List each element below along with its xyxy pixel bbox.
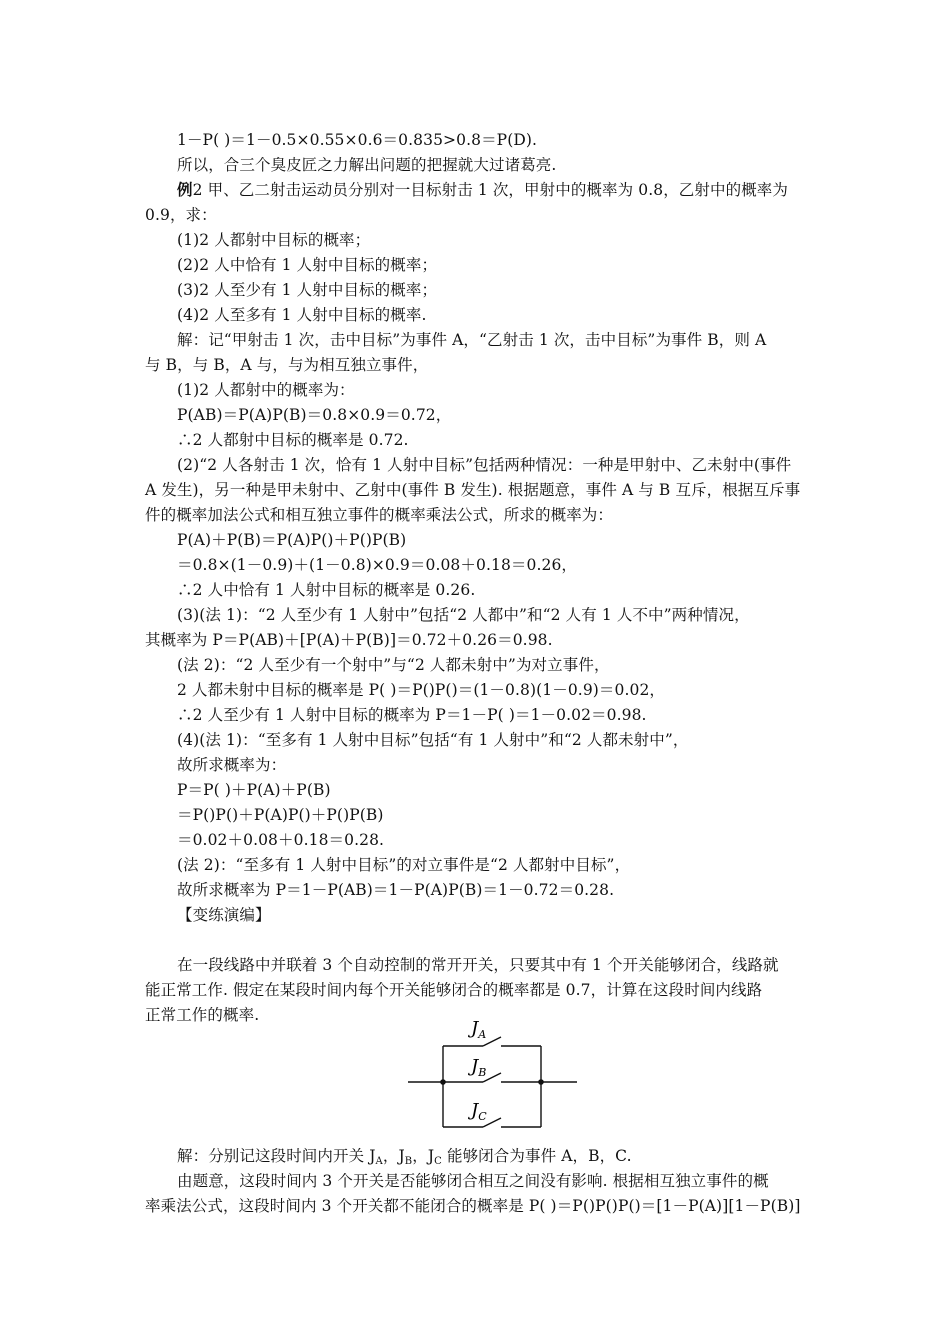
switch-label-c: $J_C$ <box>471 1100 487 1123</box>
switch-label-a: $J_A$ <box>471 1018 487 1041</box>
text-line: 正常工作的概率. <box>145 1006 260 1024</box>
text-line: (法 2)：“2 人至少有一个射中”与“2 人都未射中”为对立事件， <box>177 656 610 674</box>
text-line: 在一段线路中并联着 3 个自动控制的常开开关，只要其中有 1 个开关能够闭合，线路就 <box>177 956 779 974</box>
text-line: 件的概率加法公式和相互独立事件的概率乘法公式，所求的概率为： <box>145 506 614 524</box>
text-line: ∴2 人都射中目标的概率是 0.72. <box>177 431 409 449</box>
formula-line: ＝0.02＋0.08＋0.18＝0.28. <box>177 831 385 849</box>
text-line: 0.9，求： <box>145 206 217 224</box>
junction-dot <box>440 1079 446 1085</box>
switch-label-b: $J_B$ <box>471 1056 487 1079</box>
parallel-switch-circuit-diagram <box>405 1012 580 1137</box>
question-item: (3)2 人至少有 1 人射中目标的概率； <box>177 281 438 299</box>
formula-line: P(AB)＝P(A)P(B)＝0.8×0.9＝0.72， <box>177 406 452 424</box>
text-line: 率乘法公式，这段时间内 3 个开关都不能闭合的概率是 P( )＝P()P()P()＝[1－P(A)][1－P(B)] <box>145 1197 801 1215</box>
text-line: A 发生)，另一种是甲未射中、乙射中(事件 B 发生). 根据题意，事件 A 与 B 互斥，根据互斥事 <box>145 481 801 499</box>
formula-line: 2 人都未射中目标的概率是 P( )＝P()P()＝(1－0.8)(1－0.9)＝0.02， <box>177 681 666 699</box>
text-line: 1－P( )＝1－0.5×0.55×0.6＝0.835>0.8＝P(D). <box>177 131 538 149</box>
question-item: (1)2 人都射中目标的概率； <box>177 231 371 249</box>
text-line: (法 2)：“至多有 1 人射中目标”的对立事件是“2 人都射中目标”， <box>177 856 631 874</box>
text-line: 能正常工作. 假定在某段时间内每个开关能够闭合的概率都是 0.7，计算在这段时间内线路 <box>145 981 763 999</box>
section-heading: 【变练演编】 <box>177 906 271 924</box>
solution-line: 解：分别记这段时间内开关 $J_A$，$J_B$，$J_C$ 能够闭合为事件 A，B，C. <box>177 1147 632 1167</box>
formula-line: 故所求概率为 P＝1－P(AB)＝1－P(A)P(B)＝1－0.72＝0.28. <box>177 881 615 899</box>
text-line: (1)2 人都射中的概率为： <box>177 381 355 399</box>
text-line: 故所求概率为： <box>177 756 287 774</box>
formula-line: ＝0.8×(1－0.9)＋(1－0.8)×0.9＝0.08＋0.18＝0.26， <box>177 556 578 574</box>
formula-line: 其概率为 P＝P(AB)＋[P(A)＋P(B)]＝0.72＋0.26＝0.98. <box>145 631 553 649</box>
text-line: 所以，合三个臭皮匠之力解出问题的把握就大过诸葛亮. <box>177 156 557 174</box>
example-text: 2 甲、乙二射击运动员分别对一目标射击 1 次，甲射中的概率为 0.8，乙射中的概率为 <box>192 181 788 199</box>
text-line: (3)(法 1)：“2 人至少有 1 人射中”包括“2 人都中”和“2 人有 1 人不中”两种情况， <box>177 606 750 624</box>
text-line: ∴2 人中恰有 1 人射中目标的概率是 0.26. <box>177 581 476 599</box>
formula-line: P(A)＋P(B)＝P(A)P()＋P()P(B) <box>177 531 407 549</box>
text-line: 由题意，这段时间内 3 个开关是否能够闭合相互之间没有影响. 根据相互独立事件的概 <box>177 1172 769 1190</box>
text-line: (2)“2 人各射击 1 次，恰有 1 人射中目标”包括两种情况：一种是甲射中、乙未射中(事件 <box>177 456 792 474</box>
question-item: (2)2 人中恰有 1 人射中目标的概率； <box>177 256 438 274</box>
text-line: 解：记“甲射击 1 次，击中目标”为事件 A，“乙射击 1 次，击中目标”为事件 B，则 A <box>177 331 767 349</box>
text-line: (4)(法 1)：“至多有 1 人射中目标”包括“有 1 人射中”和“2 人都未射中”， <box>177 731 689 749</box>
formula-line: ∴2 人至少有 1 人射中目标的概率为 P＝1－P( )＝1－0.02＝0.98. <box>177 706 647 724</box>
formula-line: ＝P()P()＋P(A)P()＋P()P(B) <box>177 806 384 824</box>
example-tag: 例 <box>177 180 193 199</box>
junction-dot <box>538 1079 544 1085</box>
text-line: 与 B，与 B，A 与，与为相互独立事件， <box>145 356 429 374</box>
formula-line: P＝P( )＋P(A)＋P(B) <box>177 781 331 799</box>
question-item: (4)2 人至多有 1 人射中目标的概率. <box>177 306 427 324</box>
example-line <box>177 180 788 200</box>
